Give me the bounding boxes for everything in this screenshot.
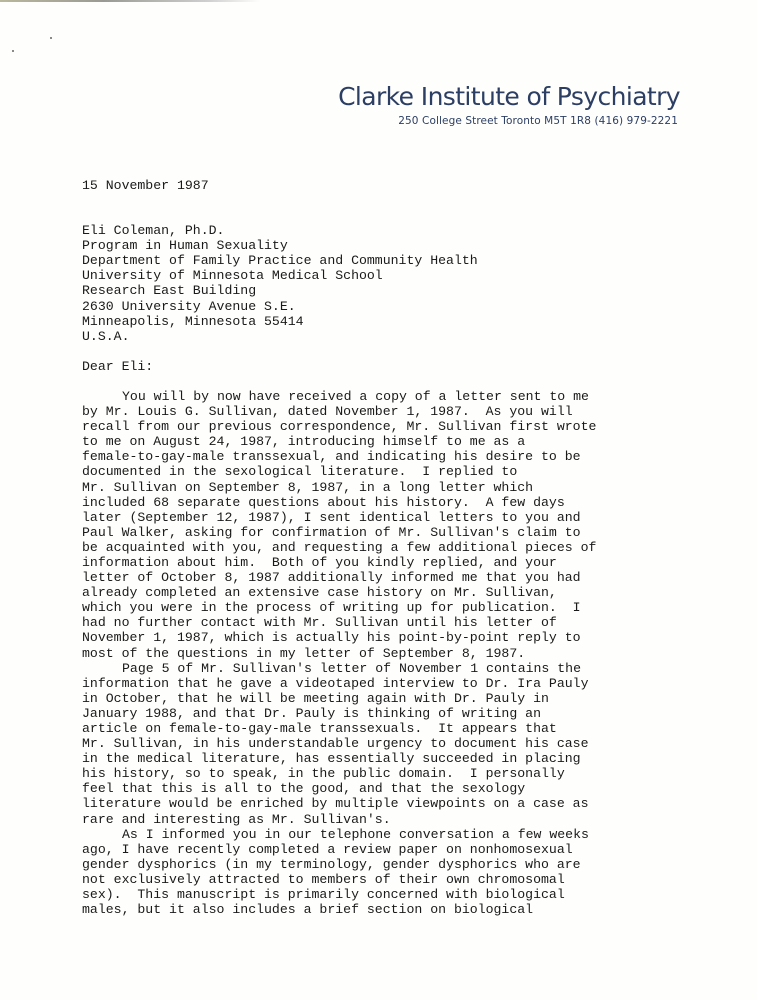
organization-address: 250 College Street Toronto M5T 1R8 (416) 979-2221 — [398, 115, 678, 127]
recipient-line: 2630 University Avenue S.E. — [82, 298, 296, 314]
body-line: sex). This manuscript is primarily concerned with biological — [82, 887, 565, 903]
body-line: his history, so to speak, in the public domain. I personally — [82, 766, 565, 782]
body-line: Page 5 of Mr. Sullivan's letter of November 1 contains the — [122, 660, 581, 676]
letterhead — [338, 82, 680, 128]
body-line: November 1, 1987, which is actually his point-by-point reply to — [82, 630, 581, 646]
body-line: Mr. Sullivan, in his understandable urgency to document his case — [82, 736, 589, 752]
recipient-line: U.S.A. — [82, 328, 130, 344]
recipient-line: Research East Building — [82, 283, 257, 299]
body-line: by Mr. Louis G. Sullivan, dated November 1, 1987. As you will — [82, 404, 573, 420]
body-line: information that he gave a videotaped interview to Dr. Ira Pauly — [82, 675, 589, 691]
body-line: January 1988, and that Dr. Pauly is thinking of writing an — [82, 705, 541, 721]
recipient-line: Minneapolis, Minnesota 55414 — [82, 313, 304, 329]
body-line: rare and interesting as Mr. Sullivan's. — [82, 811, 391, 827]
body-line: recall from our previous correspondence, Mr. Sullivan first wrote — [82, 419, 597, 435]
body-line: documented in the sexological literature. I replied to — [82, 464, 518, 480]
body-line: included 68 separate questions about his history. A few days — [82, 494, 565, 510]
body-line: be acquainted with you, and requesting a few additional pieces of — [82, 539, 597, 555]
paper-speck — [12, 50, 14, 52]
page-top-edge — [0, 0, 260, 2]
letter-date: 15 November 1987 — [82, 178, 209, 193]
body-line: ago, I have recently completed a review paper on nonhomosexual — [82, 841, 573, 857]
recipient-line: Department of Family Practice and Community Health — [82, 253, 478, 269]
body-line: gender dysphorics (in my terminology, gender dysphorics who are — [82, 856, 581, 872]
body-line: You will by now have received a copy of a letter sent to me — [122, 388, 589, 404]
body-line: information about him. Both of you kindly replied, and your — [82, 554, 557, 570]
body-line: Paul Walker, asking for confirmation of Mr. Sullivan's claim to — [82, 524, 581, 540]
body-line: most of the questions in my letter of September 8, 1987. — [82, 645, 526, 661]
body-line: literature would be enriched by multiple viewpoints on a case as — [82, 796, 589, 812]
body-line: already completed an extensive case history on Mr. Sullivan, — [82, 585, 557, 601]
body-line: males, but it also includes a brief section on biological — [82, 902, 534, 918]
body-paragraph-3 — [82, 827, 702, 918]
body-line: Mr. Sullivan on September 8, 1987, in a long letter which — [82, 479, 534, 495]
body-line: in October, that he will be meeting again with Dr. Pauly in — [82, 690, 549, 706]
body-line: to me on August 24, 1987, introducing himself to me as a — [82, 434, 526, 450]
paper-speck — [50, 37, 52, 39]
body-line: female-to-gay-male transsexual, and indicating his desire to be — [82, 449, 581, 465]
body-line: letter of October 8, 1987 additionally informed me that you had — [82, 570, 581, 586]
letter-body — [82, 178, 702, 917]
body-line: As I informed you in our telephone conversation a few weeks — [122, 826, 589, 842]
body-line: which you were in the process of writing up for publication. I — [82, 600, 581, 616]
organization-name: Clarke Institute of Psychiatry — [338, 82, 680, 111]
recipient-address — [82, 223, 702, 344]
body-line: article on female-to-gay-male transsexuals. It appears that — [82, 721, 557, 736]
recipient-line: University of Minnesota Medical School — [82, 268, 383, 284]
body-paragraph-2 — [82, 661, 702, 827]
salutation: Dear Eli: — [82, 358, 154, 374]
recipient-line: Eli Coleman, Ph.D. — [82, 223, 225, 239]
body-line: in the medical literature, has essentially succeeded in placing — [82, 751, 581, 767]
body-line: later (September 12, 1987), I sent identical letters to you and — [82, 509, 581, 525]
body-line: feel that this is all to the good, and that the sexology — [82, 781, 526, 797]
body-line: had no further contact with Mr. Sullivan until his letter of — [82, 615, 557, 631]
body-paragraph-1 — [82, 389, 702, 661]
body-line: not exclusively attracted to members of their own chromosomal — [82, 871, 565, 887]
recipient-line: Program in Human Sexuality — [82, 238, 288, 254]
